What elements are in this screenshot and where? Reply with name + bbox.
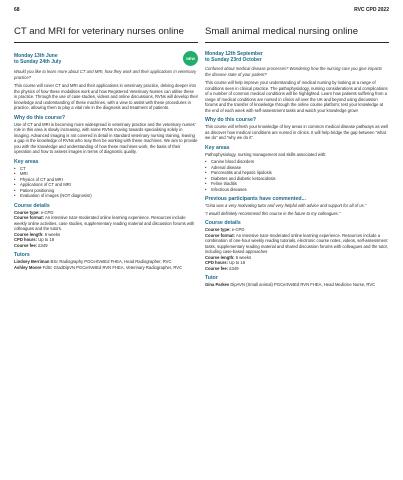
- tutors-heading: Tutors: [14, 252, 30, 258]
- course-body: This course will help improve your understanding of medical nursing by looking at a range of conditions seen in clinical practice. The pathophysiology, nursing considerations and complications of a number of common medical conditions will be highlighted. Learn how patients suffering from a range of medical conditions are nursed in clinics all over the UK and beyond using discussion forums and the transfer of knowledge through the online course platform; test your knowledge at the end of each week with self-assessment tasks and watch your knowledge grow!: [205, 80, 388, 113]
- list-item: • Patient positioning: [14, 188, 198, 194]
- list-item: • MRI: [14, 171, 198, 177]
- why-heading: Why do this course?: [14, 114, 66, 121]
- page-header: [14, 7, 389, 17]
- why-body: This course will refresh your knowledge of key areas in common medical disease pathways as well as discover how medical conditions are nursed in clinics. It will help bridge the gap between “what we do” and “why we do it”.: [205, 124, 388, 140]
- tutor-heading: Tutor: [205, 275, 218, 281]
- course-type: Course type: e-CPD: [205, 227, 245, 232]
- course-dates: [14, 51, 198, 66]
- tutor-entry: Ashley Moore FdSc GradDipVN PGCertVetEd RVN FHEA, Veterinary Radiographer, RVC: [14, 264, 183, 270]
- date-range: Monday 13th June to Sunday 24th July: [14, 52, 62, 65]
- tutor-entry: Lindsey Berriman BSc Radiography PGCertVetEd FHEA, Head Radiographer, RVC: [14, 259, 172, 264]
- list-item: • Evaluation of images (NOT diagnosis!): [14, 193, 198, 199]
- course-length: Course length: 6 weeks: [205, 254, 252, 260]
- list-item: • Infectious diseases: [205, 187, 389, 193]
- list-item: • Physics of CT and MRI: [14, 177, 198, 183]
- course-fee: Course fee: £349: [205, 265, 239, 271]
- course-intro: Confused about medical disease processes? Wondering how the nursing care you give impacts the disease state of your patient?: [205, 66, 383, 77]
- course-fee: Course fee: £349: [14, 242, 48, 248]
- course-details-heading: Course details: [205, 220, 241, 226]
- page-number: 68: [14, 7, 20, 13]
- cpd-hours: CPD hours: Up to 18: [205, 260, 246, 265]
- course-title: CT and MRI for veterinary nurses online: [14, 26, 198, 43]
- list-item: • Feline triaditis: [205, 181, 389, 187]
- course-details-heading: Course details: [14, 202, 50, 209]
- new-badge: NEW: [183, 51, 198, 66]
- issue-label: RVC CPD 2022: [354, 7, 389, 13]
- key-areas-list: [14, 166, 198, 199]
- key-areas-heading: Key areas: [205, 144, 230, 151]
- testimonial-quote: “I would definitely recommend this course in the future to my colleagues.”: [205, 210, 341, 216]
- why-heading: Why do this course?: [205, 117, 257, 123]
- key-areas-intro: Pathophysiology, nursing management and skills associated with:: [205, 151, 327, 157]
- course-medical-nursing: [205, 26, 389, 288]
- key-areas-heading: Key areas: [14, 158, 39, 165]
- course-intro: Would you like to learn more about CT and MRI, how they work and their applications in veterinary practice?: [14, 69, 197, 80]
- list-item: • Canine blood disorders: [205, 159, 389, 165]
- course-format: Course format: An intensive tutor-moderated online learning experience. Resources include weekly online activities, case studies, supplementary reading material and discussion forums with colleagues and the tutors.: [14, 215, 195, 231]
- key-areas-list: [205, 159, 389, 192]
- course-body: This course will cover CT and MRI and their applications in veterinary practice, delving deeper into the physics of how these modalities work and how Registered Veterinary Nurses can utilise these in practice. Through the use of case studies, videos and online discussions, RVNs will develop their knowledge and understanding of these machines, with a view to assist with these procedures in practice, allowing them to play a vital role in the diagnosis and treatment of patients.: [14, 83, 198, 110]
- list-item: • CT: [14, 166, 198, 172]
- date-range: Monday 12th September to Sunday 23rd October: [205, 51, 263, 63]
- testimonial-quote: “Gina was a very motivating tutor and very helpful with advice and support for all of us.”: [205, 203, 367, 208]
- course-title: Small animal medical nursing online: [205, 26, 389, 43]
- course-length: Course length: 6 weeks: [14, 231, 61, 237]
- testimonials-heading: Previous participants have commented...: [205, 196, 306, 202]
- course-format: Course format: An intensive tutor-moderated online learning experience. Resources include a combination of one-hour weekly reading tutorials, electronic course notes, videos, self-assessment tasks, supplementary reading material and shared discussion forums with colleagues and the tutor, including case-based approaches: [205, 232, 388, 254]
- why-body: Use of CT and MRI is becoming more widespread in veterinary practice and the veterinary nurses’ role in this area is slowly increasing, with some RVNs moving towards specialising solely in imaging. Advanced imaging is not covered in detail in standard veterinary nursing training, leaving a gap in the knowledge of RVNs who may then be working with these machines. We aim to provide you with the knowledge and understanding of how these machines work, the basis of their operation and how to assess images in terms of diagnostic quality.: [14, 121, 198, 154]
- tutor-entry: Gina Parkes DipAVN (Small animal) PGCertVetEd RVN FHEA, Head Medicine Nurse, RVC: [205, 282, 376, 287]
- course-ct-mri: [14, 26, 198, 270]
- list-item: • Pancreatitis and hepatic lipidosis: [205, 170, 389, 176]
- course-type: Course type: e-CPD: [14, 209, 54, 215]
- cpd-hours: CPD hours: Up to 18: [14, 237, 55, 242]
- list-item: • Diabetes and diabetic ketoacidosis: [205, 176, 389, 182]
- course-dates: [205, 51, 389, 63]
- list-item: • Adrenal disease: [205, 165, 389, 171]
- list-item: • Applications of CT and MRI: [14, 182, 198, 188]
